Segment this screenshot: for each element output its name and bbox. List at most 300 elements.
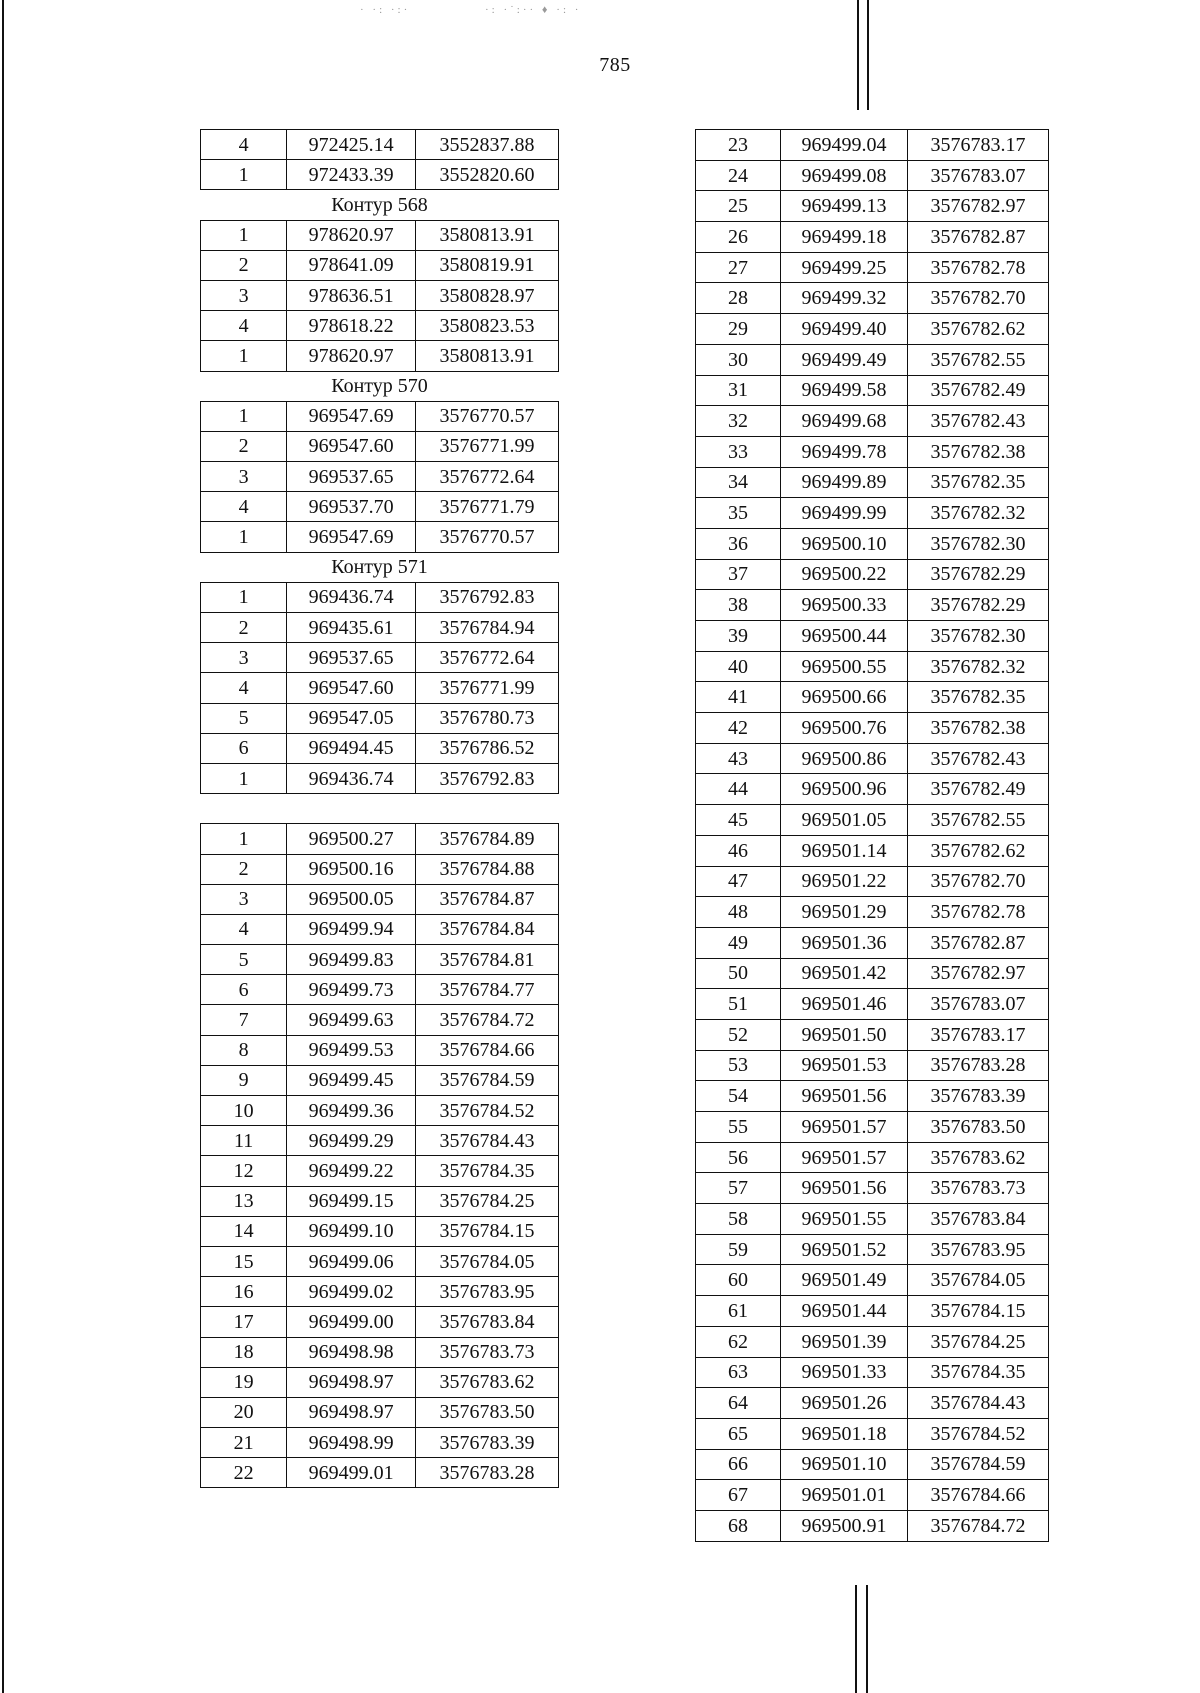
point-number-cell: 42 — [696, 713, 781, 744]
x-coordinate-cell: 969500.22 — [781, 559, 908, 590]
table-row — [696, 805, 1049, 836]
y-coordinate-cell: 3576782.49 — [908, 774, 1049, 805]
x-coordinate-cell: 969499.22 — [287, 1156, 416, 1186]
point-number-cell: 57 — [696, 1173, 781, 1204]
x-coordinate-cell: 969494.45 — [287, 733, 416, 763]
x-coordinate-cell: 969499.29 — [287, 1126, 416, 1156]
x-coordinate-cell: 969547.60 — [287, 673, 416, 703]
y-coordinate-cell: 3576782.43 — [908, 406, 1049, 437]
point-number-cell: 5 — [201, 703, 287, 733]
point-number-cell: 31 — [696, 375, 781, 406]
point-number-cell: 46 — [696, 835, 781, 866]
point-number-cell: 56 — [696, 1142, 781, 1173]
table-row — [696, 344, 1049, 375]
table-row — [696, 989, 1049, 1020]
x-coordinate-cell: 969499.78 — [781, 436, 908, 467]
x-coordinate-cell: 969501.44 — [781, 1296, 908, 1327]
point-number-cell: 64 — [696, 1388, 781, 1419]
table-row — [696, 1265, 1049, 1296]
y-coordinate-cell: 3576782.35 — [908, 467, 1049, 498]
point-number-cell: 1 — [201, 220, 287, 250]
point-number-cell: 66 — [696, 1449, 781, 1480]
x-coordinate-cell: 969501.18 — [781, 1418, 908, 1449]
y-coordinate-cell: 3580823.53 — [415, 311, 558, 341]
point-number-cell: 44 — [696, 774, 781, 805]
y-coordinate-cell: 3576782.35 — [908, 682, 1049, 713]
y-coordinate-cell: 3576784.89 — [415, 824, 558, 854]
x-coordinate-cell: 969547.05 — [287, 703, 416, 733]
table-row — [201, 311, 559, 341]
point-number-cell: 10 — [201, 1096, 287, 1126]
table-row — [696, 1357, 1049, 1388]
y-coordinate-cell: 3576782.49 — [908, 375, 1049, 406]
point-number-cell: 67 — [696, 1480, 781, 1511]
x-coordinate-cell: 969500.44 — [781, 621, 908, 652]
y-coordinate-cell: 3576782.55 — [908, 805, 1049, 836]
table-row — [696, 1388, 1049, 1419]
point-number-cell: 18 — [201, 1337, 287, 1367]
table-row — [201, 1246, 559, 1276]
x-coordinate-cell: 972433.39 — [287, 160, 416, 190]
point-number-cell: 36 — [696, 528, 781, 559]
y-coordinate-cell: 3576784.66 — [415, 1035, 558, 1065]
point-number-cell: 61 — [696, 1296, 781, 1327]
y-coordinate-cell: 3576782.97 — [908, 191, 1049, 222]
table-row — [696, 1050, 1049, 1081]
table-row — [201, 220, 559, 250]
table-row — [696, 130, 1049, 161]
y-coordinate-cell: 3576784.72 — [908, 1510, 1049, 1541]
x-coordinate-cell: 969500.66 — [781, 682, 908, 713]
x-coordinate-cell: 969498.98 — [287, 1337, 416, 1367]
x-coordinate-cell: 969501.53 — [781, 1050, 908, 1081]
y-coordinate-cell: 3576784.87 — [415, 884, 558, 914]
table-row — [201, 975, 559, 1005]
x-coordinate-cell: 969501.10 — [781, 1449, 908, 1480]
table-row — [201, 341, 559, 371]
y-coordinate-cell: 3576784.05 — [908, 1265, 1049, 1296]
point-number-cell: 4 — [201, 130, 287, 160]
point-number-cell: 41 — [696, 682, 781, 713]
point-number-cell: 6 — [201, 975, 287, 1005]
y-coordinate-cell: 3576783.73 — [908, 1173, 1049, 1204]
x-coordinate-cell: 969499.99 — [781, 498, 908, 529]
point-number-cell: 11 — [201, 1126, 287, 1156]
point-number-cell: 21 — [201, 1428, 287, 1458]
x-coordinate-cell: 969499.94 — [287, 914, 416, 944]
point-number-cell: 24 — [696, 160, 781, 191]
table-row — [696, 406, 1049, 437]
y-coordinate-cell: 3576784.88 — [415, 854, 558, 884]
x-coordinate-cell: 969498.97 — [287, 1367, 416, 1397]
x-coordinate-cell: 969547.69 — [287, 522, 416, 552]
y-coordinate-cell: 3576783.17 — [908, 1019, 1049, 1050]
point-number-cell: 4 — [201, 492, 287, 522]
point-number-cell: 62 — [696, 1326, 781, 1357]
point-number-cell: 20 — [201, 1397, 287, 1427]
y-coordinate-cell: 3576784.35 — [908, 1357, 1049, 1388]
y-coordinate-cell: 3576792.83 — [415, 582, 558, 612]
x-coordinate-cell: 969499.63 — [287, 1005, 416, 1035]
x-coordinate-cell: 969499.73 — [287, 975, 416, 1005]
x-coordinate-cell: 978620.97 — [287, 341, 416, 371]
binding-line-bottom-2 — [866, 1585, 868, 1693]
table-row — [201, 250, 559, 280]
point-number-cell: 60 — [696, 1265, 781, 1296]
point-number-cell: 43 — [696, 743, 781, 774]
table-row — [696, 621, 1049, 652]
table-row — [201, 1096, 559, 1126]
x-coordinate-cell: 972425.14 — [287, 130, 416, 160]
x-coordinate-cell: 969499.02 — [287, 1277, 416, 1307]
point-number-cell: 2 — [201, 431, 287, 461]
y-coordinate-cell: 3576782.78 — [908, 252, 1049, 283]
table-row — [696, 160, 1049, 191]
point-number-cell: 9 — [201, 1065, 287, 1095]
x-coordinate-cell: 978618.22 — [287, 311, 416, 341]
coordinates-table-right — [695, 129, 1049, 1542]
table-row — [696, 1326, 1049, 1357]
x-coordinate-cell: 969501.42 — [781, 958, 908, 989]
point-number-cell: 1 — [201, 824, 287, 854]
x-coordinate-cell: 969501.33 — [781, 1357, 908, 1388]
y-coordinate-cell: 3576784.43 — [415, 1126, 558, 1156]
x-coordinate-cell: 969499.01 — [287, 1458, 416, 1488]
x-coordinate-cell: 969499.00 — [287, 1307, 416, 1337]
point-number-cell: 12 — [201, 1156, 287, 1186]
table-row — [201, 613, 559, 643]
x-coordinate-cell: 969501.29 — [781, 897, 908, 928]
y-coordinate-cell: 3576783.95 — [908, 1234, 1049, 1265]
point-number-cell: 1 — [201, 401, 287, 431]
y-coordinate-cell: 3576784.43 — [908, 1388, 1049, 1419]
x-coordinate-cell: 969499.45 — [287, 1065, 416, 1095]
x-coordinate-cell: 969500.10 — [781, 528, 908, 559]
left-table-body — [201, 130, 559, 1488]
contour-label: Контур 570 — [201, 371, 559, 401]
x-coordinate-cell: 969500.33 — [781, 590, 908, 621]
point-number-cell: 6 — [201, 733, 287, 763]
point-number-cell: 51 — [696, 989, 781, 1020]
y-coordinate-cell: 3576782.87 — [908, 222, 1049, 253]
x-coordinate-cell: 969499.32 — [781, 283, 908, 314]
point-number-cell: 68 — [696, 1510, 781, 1541]
x-coordinate-cell: 969499.89 — [781, 467, 908, 498]
y-coordinate-cell: 3576783.39 — [415, 1428, 558, 1458]
point-number-cell: 30 — [696, 344, 781, 375]
table-row — [201, 703, 559, 733]
x-coordinate-cell: 969501.14 — [781, 835, 908, 866]
table-row — [696, 835, 1049, 866]
right-table-body — [696, 130, 1049, 1542]
point-number-cell: 26 — [696, 222, 781, 253]
point-number-cell: 52 — [696, 1019, 781, 1050]
y-coordinate-cell: 3576782.29 — [908, 559, 1049, 590]
x-coordinate-cell: 969499.04 — [781, 130, 908, 161]
table-row — [696, 774, 1049, 805]
y-coordinate-cell: 3576784.25 — [908, 1326, 1049, 1357]
x-coordinate-cell: 969499.83 — [287, 945, 416, 975]
x-coordinate-cell: 969537.65 — [287, 643, 416, 673]
y-coordinate-cell: 3576784.59 — [908, 1449, 1049, 1480]
y-coordinate-cell: 3576782.30 — [908, 621, 1049, 652]
y-coordinate-cell: 3580813.91 — [415, 220, 558, 250]
point-number-cell: 2 — [201, 250, 287, 280]
table-row — [696, 467, 1049, 498]
y-coordinate-cell: 3576784.15 — [415, 1216, 558, 1246]
x-coordinate-cell: 969435.61 — [287, 613, 416, 643]
point-number-cell: 59 — [696, 1234, 781, 1265]
x-coordinate-cell: 969436.74 — [287, 763, 416, 793]
x-coordinate-cell: 978620.97 — [287, 220, 416, 250]
y-coordinate-cell: 3576783.07 — [908, 989, 1049, 1020]
point-number-cell: 25 — [696, 191, 781, 222]
table-row — [201, 1337, 559, 1367]
y-coordinate-cell: 3576783.62 — [908, 1142, 1049, 1173]
table-row — [696, 191, 1049, 222]
y-coordinate-cell: 3576784.84 — [415, 914, 558, 944]
y-coordinate-cell: 3580819.91 — [415, 250, 558, 280]
table-row — [696, 590, 1049, 621]
point-number-cell: 5 — [201, 945, 287, 975]
y-coordinate-cell: 3576782.29 — [908, 590, 1049, 621]
y-coordinate-cell: 3576782.62 — [908, 835, 1049, 866]
x-coordinate-cell: 969537.70 — [287, 492, 416, 522]
x-coordinate-cell: 969501.05 — [781, 805, 908, 836]
point-number-cell: 40 — [696, 651, 781, 682]
table-row — [696, 314, 1049, 345]
point-number-cell: 55 — [696, 1112, 781, 1143]
x-coordinate-cell: 969501.46 — [781, 989, 908, 1020]
y-coordinate-cell: 3576784.05 — [415, 1246, 558, 1276]
y-coordinate-cell: 3576783.84 — [415, 1307, 558, 1337]
table-row — [696, 283, 1049, 314]
x-coordinate-cell: 969499.15 — [287, 1186, 416, 1216]
point-number-cell: 14 — [201, 1216, 287, 1246]
point-number-cell: 3 — [201, 280, 287, 310]
point-number-cell: 2 — [201, 613, 287, 643]
y-coordinate-cell: 3576771.79 — [415, 492, 558, 522]
table-row — [201, 643, 559, 673]
scan-noise: · ·: ·:· — [360, 4, 411, 16]
point-number-cell: 16 — [201, 1277, 287, 1307]
table-row — [696, 1418, 1049, 1449]
contour-label: Контур 568 — [201, 190, 559, 220]
point-number-cell: 48 — [696, 897, 781, 928]
point-number-cell: 1 — [201, 160, 287, 190]
point-number-cell: 23 — [696, 130, 781, 161]
page-number: 785 — [599, 54, 631, 76]
y-coordinate-cell: 3576784.52 — [415, 1096, 558, 1126]
table-row — [696, 436, 1049, 467]
y-coordinate-cell: 3576782.97 — [908, 958, 1049, 989]
table-row — [201, 1307, 559, 1337]
y-coordinate-cell: 3576783.07 — [908, 160, 1049, 191]
table-row — [201, 1216, 559, 1246]
y-coordinate-cell: 3576783.62 — [415, 1367, 558, 1397]
point-number-cell: 38 — [696, 590, 781, 621]
y-coordinate-cell: 3576772.64 — [415, 462, 558, 492]
point-number-cell: 39 — [696, 621, 781, 652]
scan-noise: ·: ·˙:·· ♦ ·: · — [485, 4, 582, 16]
table-row — [201, 401, 559, 431]
y-coordinate-cell: 3576782.70 — [908, 283, 1049, 314]
table-row — [696, 897, 1049, 928]
table-row — [201, 1458, 559, 1488]
x-coordinate-cell: 969501.57 — [781, 1142, 908, 1173]
y-coordinate-cell: 3576784.35 — [415, 1156, 558, 1186]
point-number-cell: 13 — [201, 1186, 287, 1216]
x-coordinate-cell: 969501.50 — [781, 1019, 908, 1050]
table-row — [696, 1480, 1049, 1511]
table-row — [696, 559, 1049, 590]
y-coordinate-cell: 3576783.28 — [908, 1050, 1049, 1081]
x-coordinate-cell: 969501.52 — [781, 1234, 908, 1265]
point-number-cell: 27 — [696, 252, 781, 283]
x-coordinate-cell: 969500.86 — [781, 743, 908, 774]
y-coordinate-cell: 3580828.97 — [415, 280, 558, 310]
table-row — [201, 280, 559, 310]
point-number-cell: 19 — [201, 1367, 287, 1397]
contour-label — [201, 794, 559, 824]
table-row — [201, 763, 559, 793]
point-number-cell: 45 — [696, 805, 781, 836]
y-coordinate-cell: 3576784.52 — [908, 1418, 1049, 1449]
table-row — [696, 1081, 1049, 1112]
y-coordinate-cell: 3552837.88 — [415, 130, 558, 160]
y-coordinate-cell: 3576783.50 — [908, 1112, 1049, 1143]
table-row — [201, 492, 559, 522]
point-number-cell: 4 — [201, 673, 287, 703]
x-coordinate-cell: 969436.74 — [287, 582, 416, 612]
table-row — [201, 1126, 559, 1156]
x-coordinate-cell: 969499.53 — [287, 1035, 416, 1065]
point-number-cell: 35 — [696, 498, 781, 529]
table-row — [201, 1065, 559, 1095]
binding-line-top-1 — [857, 0, 859, 110]
x-coordinate-cell: 969500.05 — [287, 884, 416, 914]
y-coordinate-cell: 3576782.30 — [908, 528, 1049, 559]
point-number-cell: 47 — [696, 866, 781, 897]
y-coordinate-cell: 3576782.38 — [908, 436, 1049, 467]
table-row — [201, 733, 559, 763]
point-number-cell: 63 — [696, 1357, 781, 1388]
x-coordinate-cell: 969501.39 — [781, 1326, 908, 1357]
table-row — [696, 1142, 1049, 1173]
x-coordinate-cell: 969499.18 — [781, 222, 908, 253]
binding-line-top-2 — [867, 0, 869, 110]
y-coordinate-cell: 3576782.32 — [908, 651, 1049, 682]
y-coordinate-cell: 3576782.38 — [908, 713, 1049, 744]
table-row — [201, 1277, 559, 1307]
point-number-cell: 1 — [201, 522, 287, 552]
y-coordinate-cell: 3576782.78 — [908, 897, 1049, 928]
y-coordinate-cell: 3576783.50 — [415, 1397, 558, 1427]
coordinates-table-left — [200, 129, 559, 1488]
x-coordinate-cell: 969547.60 — [287, 431, 416, 461]
table-row — [696, 958, 1049, 989]
point-number-cell: 22 — [201, 1458, 287, 1488]
y-coordinate-cell: 3576782.43 — [908, 743, 1049, 774]
table-row — [201, 431, 559, 461]
table-row — [696, 1204, 1049, 1235]
table-row — [696, 498, 1049, 529]
x-coordinate-cell: 969499.06 — [287, 1246, 416, 1276]
x-coordinate-cell: 969501.26 — [781, 1388, 908, 1419]
table-row — [201, 582, 559, 612]
point-number-cell: 33 — [696, 436, 781, 467]
table-row — [696, 1296, 1049, 1327]
table-row — [696, 866, 1049, 897]
point-number-cell: 65 — [696, 1418, 781, 1449]
contour-label: Контур 571 — [201, 552, 559, 582]
point-number-cell: 28 — [696, 283, 781, 314]
point-number-cell: 3 — [201, 462, 287, 492]
y-coordinate-cell: 3576782.32 — [908, 498, 1049, 529]
contour-header-row — [201, 371, 559, 401]
point-number-cell: 49 — [696, 927, 781, 958]
x-coordinate-cell: 969500.96 — [781, 774, 908, 805]
point-number-cell: 34 — [696, 467, 781, 498]
y-coordinate-cell: 3576783.39 — [908, 1081, 1049, 1112]
point-number-cell: 17 — [201, 1307, 287, 1337]
contour-header-row — [201, 552, 559, 582]
y-coordinate-cell: 3576771.99 — [415, 673, 558, 703]
table-row — [696, 713, 1049, 744]
y-coordinate-cell: 3576782.62 — [908, 314, 1049, 345]
table-row — [201, 1005, 559, 1035]
table-row — [696, 252, 1049, 283]
x-coordinate-cell: 969501.56 — [781, 1173, 908, 1204]
point-number-cell: 54 — [696, 1081, 781, 1112]
table-row — [201, 914, 559, 944]
x-coordinate-cell: 969499.49 — [781, 344, 908, 375]
x-coordinate-cell: 969537.65 — [287, 462, 416, 492]
y-coordinate-cell: 3576771.99 — [415, 431, 558, 461]
y-coordinate-cell: 3576784.66 — [908, 1480, 1049, 1511]
table-row — [201, 1397, 559, 1427]
table-row — [201, 1186, 559, 1216]
page-left-edge — [2, 0, 4, 1693]
x-coordinate-cell: 969547.69 — [287, 401, 416, 431]
y-coordinate-cell: 3576770.57 — [415, 401, 558, 431]
point-number-cell: 29 — [696, 314, 781, 345]
x-coordinate-cell: 969498.99 — [287, 1428, 416, 1458]
x-coordinate-cell: 969499.68 — [781, 406, 908, 437]
point-number-cell: 2 — [201, 854, 287, 884]
binding-line-bottom-1 — [855, 1585, 857, 1693]
x-coordinate-cell: 969501.49 — [781, 1265, 908, 1296]
y-coordinate-cell: 3576772.64 — [415, 643, 558, 673]
table-row — [696, 528, 1049, 559]
table-row — [696, 1112, 1049, 1143]
table-row — [696, 375, 1049, 406]
table-row — [201, 824, 559, 854]
y-coordinate-cell: 3576783.73 — [415, 1337, 558, 1367]
point-number-cell: 37 — [696, 559, 781, 590]
point-number-cell: 7 — [201, 1005, 287, 1035]
table-row — [201, 160, 559, 190]
contour-header-row — [201, 190, 559, 220]
table-row — [696, 1510, 1049, 1541]
point-number-cell: 8 — [201, 1035, 287, 1065]
point-number-cell: 4 — [201, 311, 287, 341]
y-coordinate-cell: 3580813.91 — [415, 341, 558, 371]
y-coordinate-cell: 3576784.77 — [415, 975, 558, 1005]
y-coordinate-cell: 3576783.95 — [415, 1277, 558, 1307]
x-coordinate-cell: 969500.16 — [287, 854, 416, 884]
point-number-cell: 3 — [201, 884, 287, 914]
